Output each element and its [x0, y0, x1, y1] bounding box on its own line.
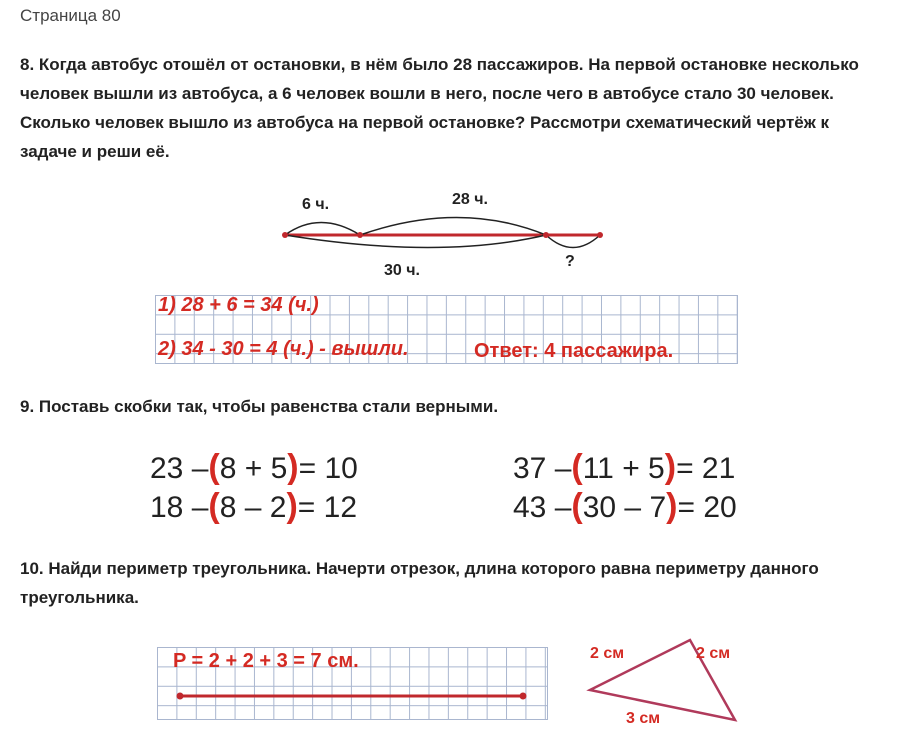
equation-4: 43 –(30 – 7)= 20 [513, 487, 737, 525]
task9-text: 9. Поставь скобки так, чтобы равенства стали верными. [20, 397, 499, 416]
label-question: ? [565, 253, 575, 270]
arc-30 [285, 235, 546, 248]
label-6: 6 ч. [302, 196, 330, 213]
task10-text: 10. Найди периметр треугольника. Начерти отрезок, длина которого равна периметру данного треугольника. [20, 559, 819, 607]
triangle-side-left: 2 см [590, 645, 625, 662]
task8-text: 8. Когда автобус отошёл от остановки, в нём было 28 пассажиров. На первой остановке несколько человек вышли из автобуса, а 6 человек вошли в него, после чего в автобусе стало 30 человек. Сколько человек вышло из автобуса на первой остановке? Рассмотри схематический чертёж к задаче и реши её. [20, 55, 859, 161]
triangle-side-right: 2 см [696, 645, 731, 662]
arc-6 [285, 223, 360, 236]
task10-formula: P = 2 + 2 + 3 = 7 см. [173, 650, 359, 672]
equation-1: 23 –(8 + 5)= 10 [150, 448, 358, 486]
label-28: 28 ч. [452, 191, 488, 208]
equation-2: 18 –(8 – 2)= 12 [150, 487, 358, 525]
page-label: Страница 80 [20, 6, 121, 25]
equation-3: 37 –(11 + 5)= 21 [513, 448, 736, 486]
arc-28 [360, 218, 546, 236]
arc-q [546, 235, 600, 248]
perimeter-segment [170, 685, 540, 705]
triangle-side-bottom: 3 см [626, 710, 661, 727]
task8-step1: 1) 28 + 6 = 34 (ч.) [158, 294, 319, 316]
label-30: 30 ч. [384, 262, 420, 279]
task8-answer: Ответ: 4 пассажира. [474, 340, 674, 362]
task8-step2: 2) 34 - 30 = 4 (ч.) - вышли. [158, 338, 409, 360]
